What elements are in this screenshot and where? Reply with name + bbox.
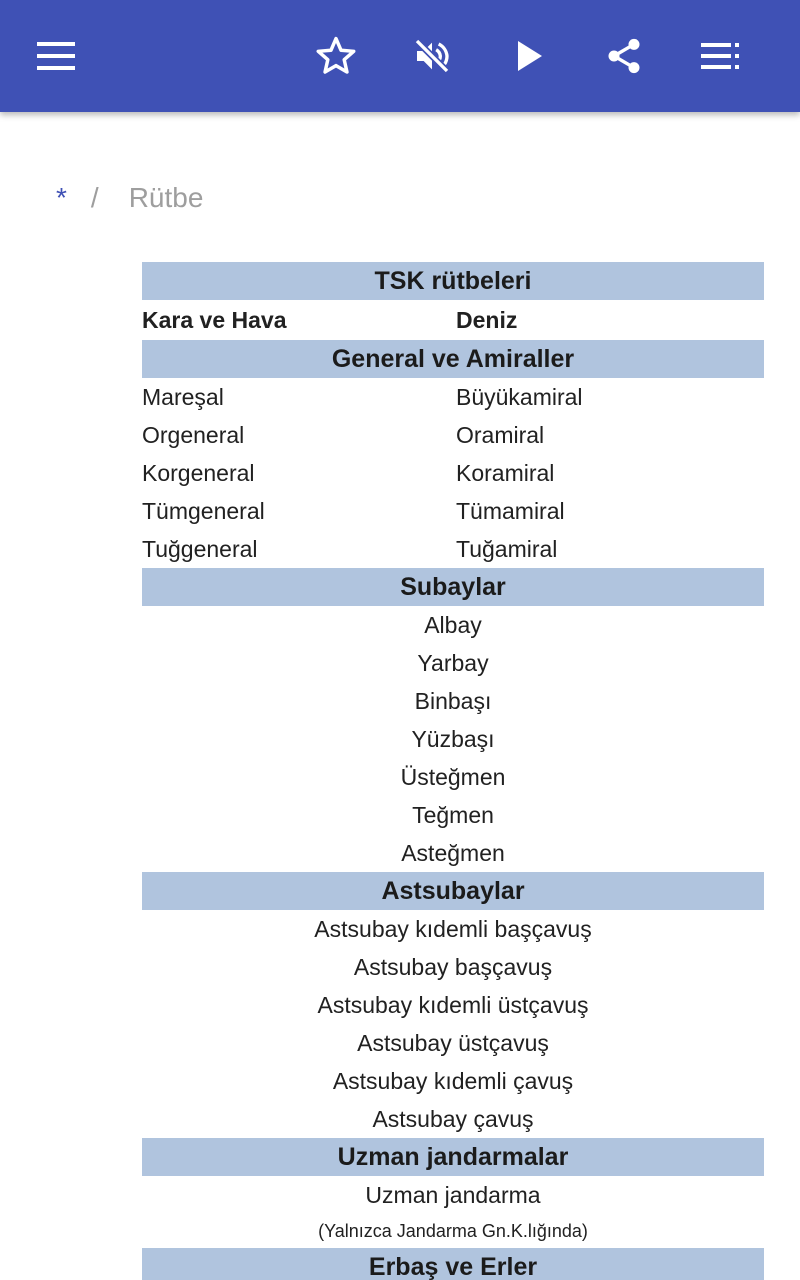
rank-officer: Yarbay [417,649,489,676]
table-row [142,834,764,872]
star-outline-icon [315,36,357,76]
table-row [142,682,764,720]
rank-land-air: Mareşal [142,383,224,410]
table-row [142,796,764,834]
rank-officer: Asteğmen [401,839,505,866]
menu-button[interactable] [24,24,88,88]
volume-off-icon [412,36,452,76]
rank-nco: Astsubay kıdemli üstçavuş [317,991,589,1018]
rank-navy: Büyükamiral [456,383,583,410]
table-row [142,606,764,644]
column-header-navy: Deniz [456,306,518,333]
article-content [0,112,800,1280]
section-header-enlisted [142,1248,764,1280]
specialist-note: (Yalnızca Jandarma Gn.K.lığında) [318,1220,588,1241]
table-row [142,986,764,1024]
rank-table [142,262,764,1280]
table-row [142,1024,764,1062]
rank-navy: Koramiral [456,459,555,486]
table-row [142,454,764,492]
rank-officer: Üsteğmen [400,763,506,790]
rank-officer: Yüzbaşı [411,725,495,752]
breadcrumb [56,180,203,216]
breadcrumb-current: Rütbe [128,182,204,213]
rank-navy: Oramiral [456,421,545,448]
share-button[interactable] [592,24,656,88]
section-title: Uzman jandarmalar [142,1138,764,1176]
table-row-note [142,1214,764,1248]
table-title-row [142,262,764,300]
mute-button[interactable] [400,24,464,88]
table-row [142,644,764,682]
section-header-nco [142,872,764,910]
column-header-land-air: Kara ve Hava [142,306,287,333]
rank-nco: Astsubay başçavuş [353,953,553,980]
breadcrumb-root-link[interactable]: * [56,182,67,213]
table-row [142,948,764,986]
contents-button[interactable] [688,24,752,88]
rank-nco: Astsubay kıdemli çavuş [332,1067,574,1094]
play-icon [516,40,544,72]
rank-nco: Astsubay üstçavuş [357,1029,549,1056]
section-title: Subaylar [142,568,764,606]
table-row [142,416,764,454]
section-header-generals [142,340,764,378]
rank-land-air: Tuğgeneral [142,535,258,562]
app-toolbar [0,0,800,112]
rank-nco: Astsubay kıdemli başçavuş [314,915,592,942]
column-header-row [142,300,764,340]
section-header-officers [142,568,764,606]
table-row [142,758,764,796]
rank-land-air: Korgeneral [142,459,255,486]
playlist-icon [701,43,739,69]
section-title: General ve Amiraller [142,340,764,378]
table-row [142,530,764,568]
table-row [142,1100,764,1138]
section-title: Erbaş ve Erler [142,1248,764,1280]
section-header-specialists [142,1138,764,1176]
favorite-button[interactable] [304,24,368,88]
rank-specialist: Uzman jandarma [365,1181,541,1208]
rank-land-air: Orgeneral [142,421,245,448]
table-row [142,378,764,416]
rank-officer: Binbaşı [414,687,492,714]
table-row [142,720,764,758]
section-title: Astsubaylar [142,872,764,910]
table-row [142,492,764,530]
breadcrumb-separator: / [90,182,99,213]
table-row [142,1062,764,1100]
table-row [142,910,764,948]
rank-nco: Astsubay çavuş [372,1105,534,1132]
hamburger-menu-icon [37,42,75,70]
share-icon [604,36,644,76]
rank-navy: Tuğamiral [456,535,558,562]
rank-officer: Albay [424,611,482,638]
rank-land-air: Tümgeneral [142,497,265,524]
rank-officer: Teğmen [412,801,494,828]
table-row [142,1176,764,1214]
play-button[interactable] [498,24,562,88]
rank-navy: Tümamiral [456,497,565,524]
table-title: TSK rütbeleri [142,262,764,300]
